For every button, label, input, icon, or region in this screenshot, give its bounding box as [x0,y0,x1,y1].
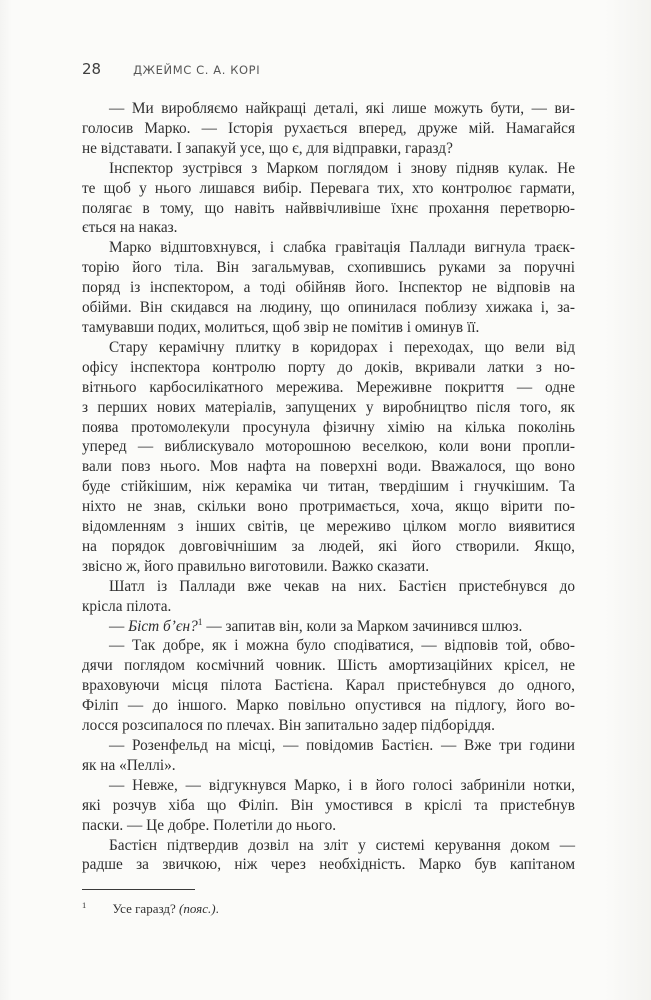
text-line: офісу інспектора контролю порту до доків, вкривали латки з но- [82,358,575,376]
body-text [82,99,575,875]
text-run: . [215,901,219,917]
paragraph [82,617,575,637]
text-line: те щоб у нього лишався вибір. Перевага тих, хто контролює гармати, [82,179,575,197]
text-line: поряд із інспектором, а тоді обійняв його. Інспектор не відповів на [82,279,575,297]
text-line: враховуючи місця пілота Бастієна. Карал пристебнувся до одного, [82,677,575,695]
paragraph [82,636,575,736]
footnote-body [82,897,575,917]
text-line: з перших нових матеріалів, запущених у виробництво після того, як [82,398,575,416]
text-line: ніхто не знав, скільки воно протримається, хоча, якщо вірити по- [82,498,575,516]
text-run: — запитав він, коли за Марком зачинився шлюз. [202,617,523,635]
text-line: тамувавши подих, молиться, щоб звір не помітив і оминув її. [82,318,480,336]
italic-text: Біст б’єн? [128,617,198,635]
paragraph [82,836,575,876]
text-run: — [109,617,129,635]
paragraph [82,577,575,617]
paragraph [82,338,575,577]
text-line: не відставати. І запакуй усе, що є, для відправки, гаразд? [82,139,453,157]
footnote [82,889,575,917]
text-run: Усе гаразд? [112,901,179,917]
footnote-rule [82,889,195,890]
footnote-ref: 1 [197,617,203,628]
text-line: Марко відштовхнувся, і слабка гравітація Паллади вигнула траєк- [109,239,575,257]
text-line: вали повз нього. Мов нафта на поверхні води. Вважалося, що воно [82,458,575,476]
text-line: звісно ж, його правильно виготовили. Важко сказати. [82,557,430,575]
text-line: — Розенфельд на місці, — повідомив Бастієн. — Вже три години [109,737,575,754]
text-line: поява протомолекули просунула фізичну хімію на кілька поколінь [82,418,575,436]
text-line: Шатл із Паллади вже чекав на них. Бастієн пристебнувся до [109,577,575,595]
text-line: дячи поглядом космічний човник. Шість амортизаційних крісел, не [82,657,575,675]
text-line: Стару керамічну плитку в коридорах і переходах, що вели від [109,338,575,356]
text-line: — Так добре, як і можна було сподіватися, — відповів той, обво- [109,637,575,655]
text-line: уперед — виблискувало моторошною веселкою, коли вони пропли- [82,438,575,456]
italic-text: (пояс.) [179,901,216,917]
text-line: ється на наказ. [82,219,178,237]
paragraph [82,238,575,338]
text-line: на порядок довговічнішим за людей, які його створили. Якщо, [82,537,575,555]
paragraph [82,159,575,239]
paragraph [82,99,575,159]
text-line: буде стійкішим, ніж кераміка чи титан, твердішим і гнучкішим. Та [82,478,575,496]
text-line: Бастієн підтвердив дозвіл на зліт у системі керування доком — [109,836,575,854]
text-line: відомленням з інших світів, це мереживо цілком могло виявитися [82,518,575,536]
text-line: радше за звичкою, ніж через необхідність. Марко був капітаном [82,856,575,874]
page-number: 28 [82,60,102,78]
text-line: лосся розсипалося по плечах. Він запитально задер підборіддя. [82,717,495,735]
text-line: вітнього карбосилікатного мережива. Мереживне покриття — одне [82,378,575,396]
running-header: ДЖЕЙМС С. А. КОРІ [133,63,261,77]
footnote-text [113,901,219,916]
text-line: — Ми виробляємо найкращі деталі, які лише можуть бути, — ви- [109,100,575,117]
text-line: крісла пілота. [82,597,172,615]
paragraph [82,736,575,776]
text-line: які розчув хіба що Філіп. Він умостився в кріслі та пристебнув [82,796,575,814]
paragraph [82,776,575,836]
footnote-marker: 1 [82,900,87,910]
text-line: паски. — Це добре. Полетіли до нього. [82,816,337,834]
text-line: полягає в тому, що навіть найввічливіше їхнє прохання перетворю- [82,199,575,217]
text-line: обійми. Він скидався на людину, що опинилася поблизу хижака і, за- [82,299,575,317]
text-line: Інспектор зустрівся з Марком поглядом і знову підняв кулак. Не [109,159,575,177]
text-line: торію його тіла. Він загальмував, схопившись руками за поручні [82,259,575,277]
text-line: Філіп — до іншого. Марко повільно опустився на підлогу, його во- [82,697,575,715]
text-line: як на «Пеллі». [82,756,176,774]
page-header [82,60,575,78]
text-line [82,617,575,637]
text-line: голосив Марко. — Історія рухається вперед, друже мій. Намагайся [82,119,575,137]
text-line: — Невже, — відгукнувся Марко, і в його голосі забриніли нотки, [109,776,575,794]
